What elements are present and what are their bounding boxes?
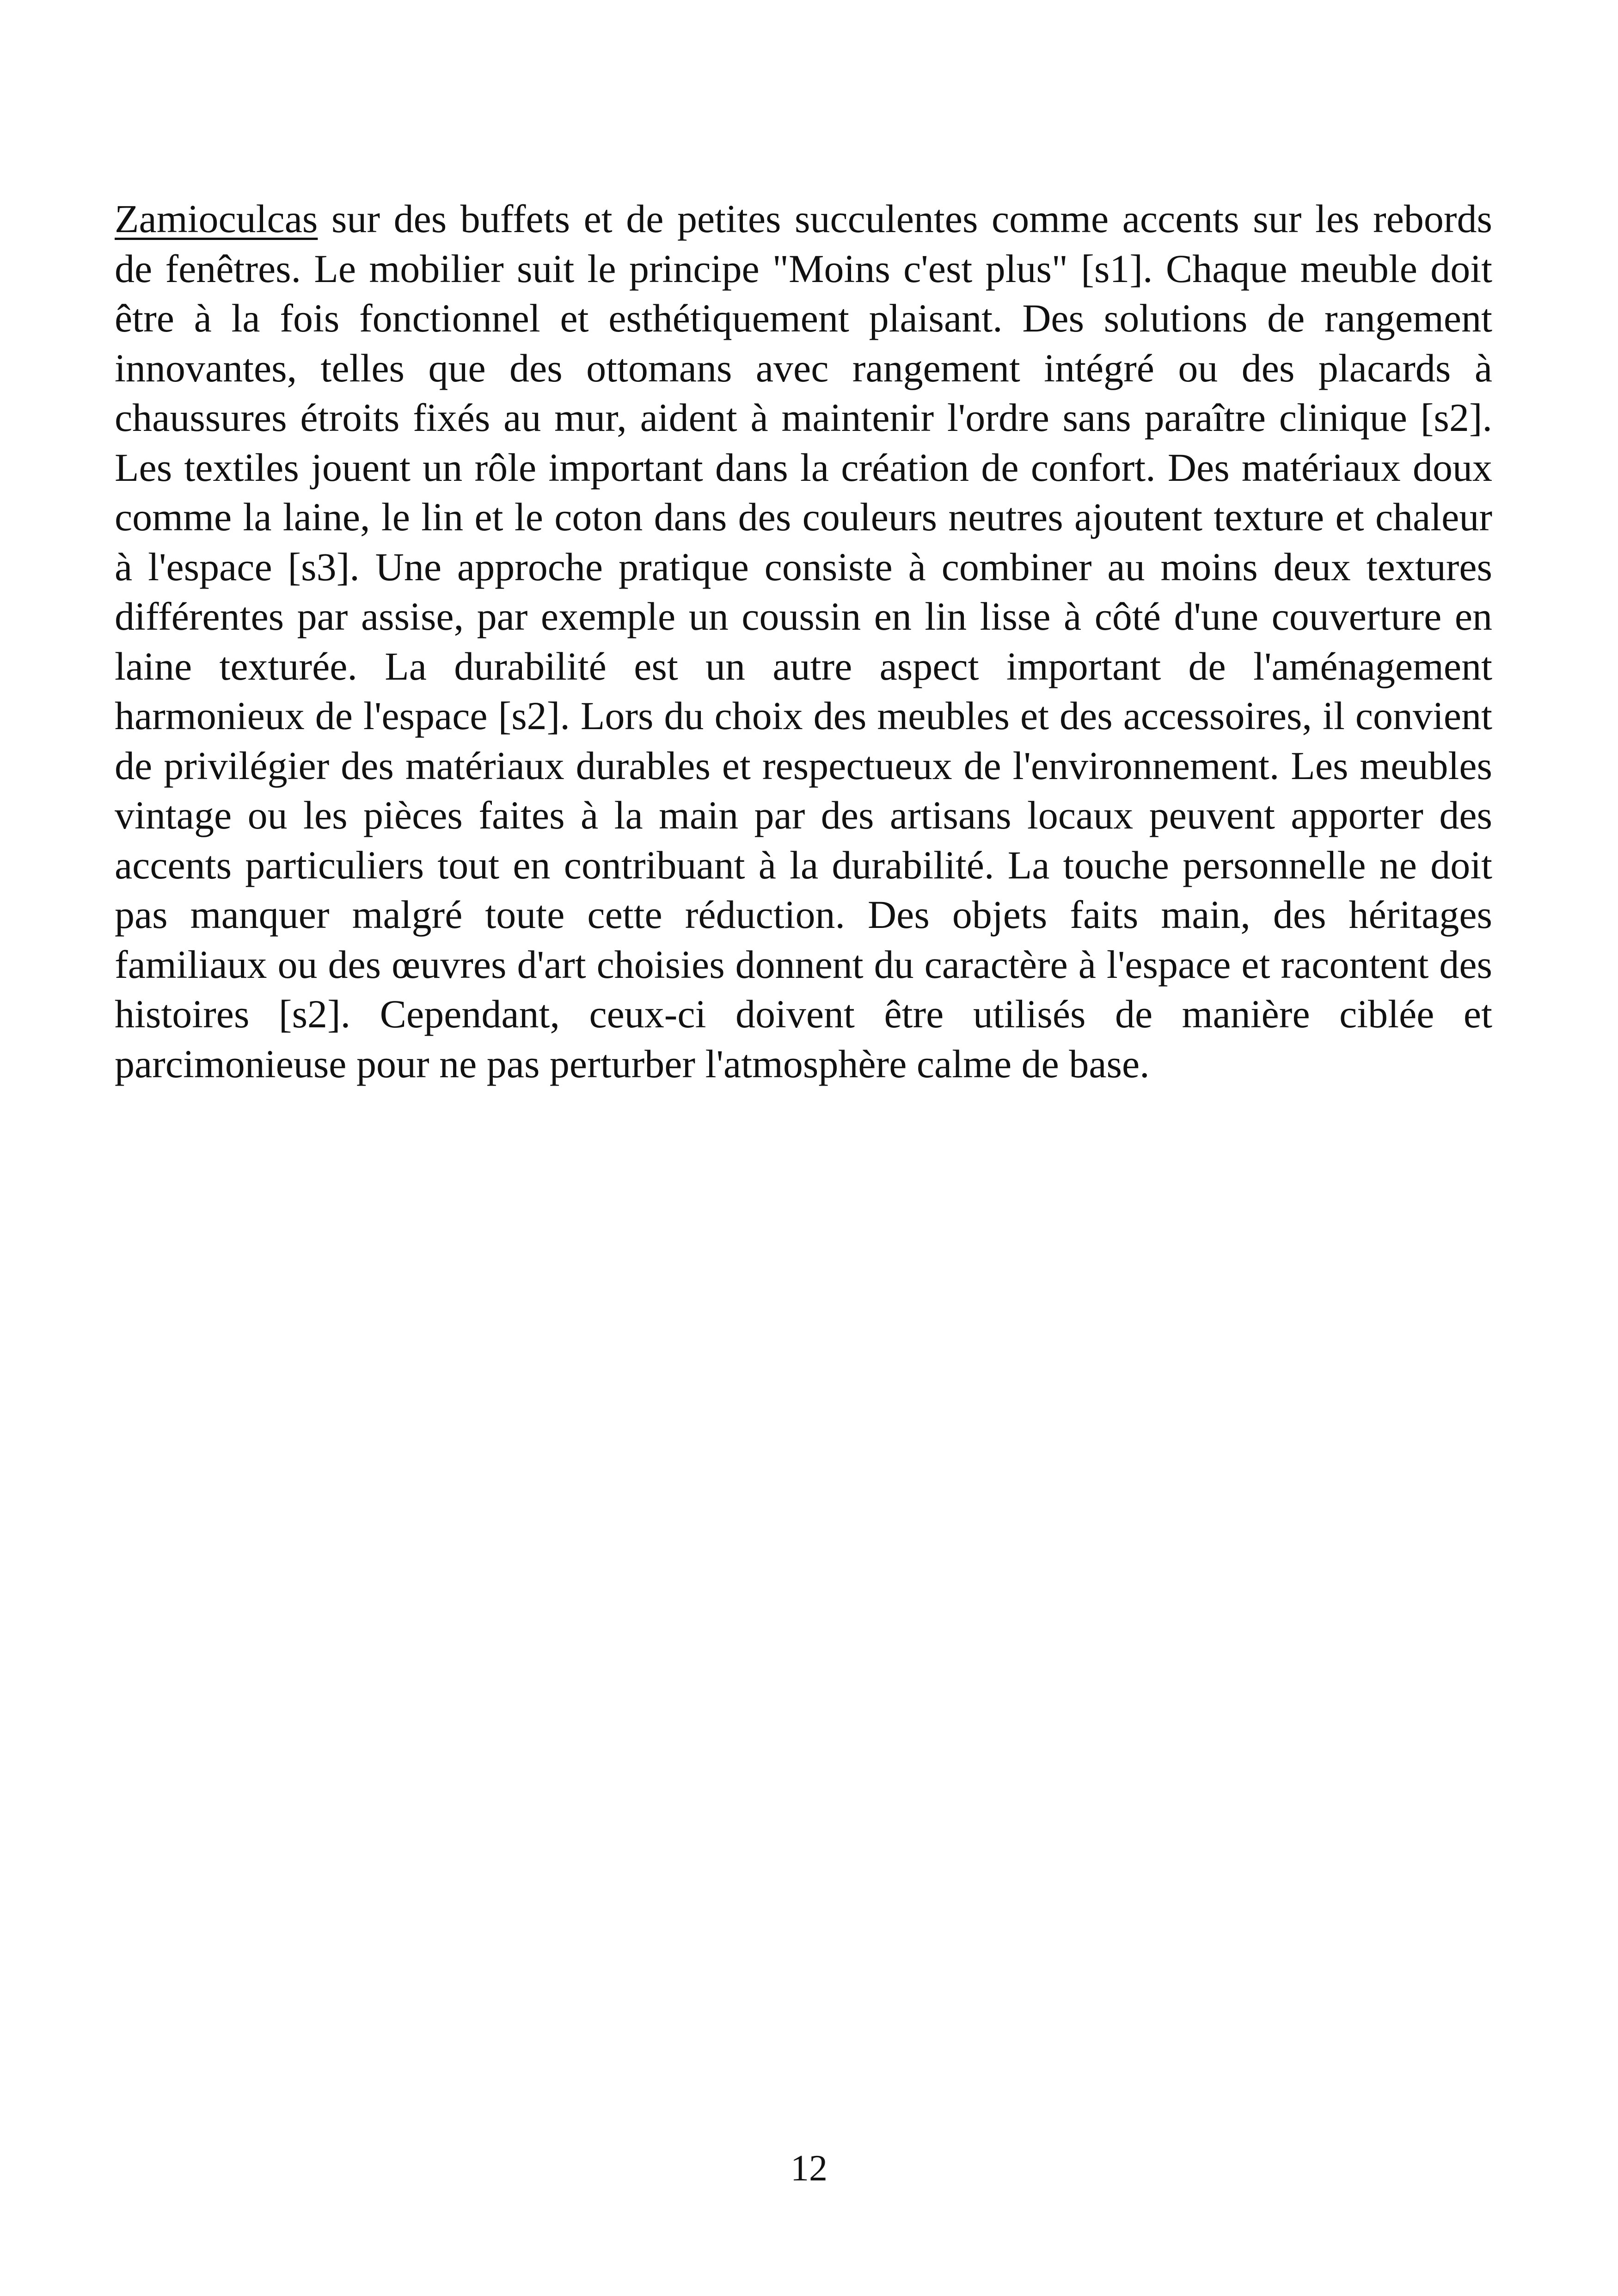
underlined-term: Zamioculcas: [115, 196, 318, 241]
paragraph-text: sur des buffets et de petites succulentes comme accents sur les rebords de fenêtres. Le mobilier suit le principe "Moins c'est plus" [s1]. Chaque meuble doit être à la fois fonctionnel et esthétiquement plaisant. Des solutions de rangement innovantes, telles que des ottomans avec rangement intégré ou des placards à chaussures étroits fixés au mur, aident à maintenir l'ordre sans paraître clinique [s2]. Les textiles jouent un rôle important dans la création de confort. Des matériaux doux comme la laine, le lin et le coton dans des couleurs neutres ajoutent texture et chaleur à l'espace [s3]. Une approche pratique consiste à combiner au moins deux textures différentes par assise, par exemple un coussin en lin lisse à côté d'une couverture en laine texturée. La durabilité est un autre aspect important de l'aménagement harmonieux de l'espace [s2]. Lors du choix des meubles et des accessoires, il convient de privilégier des matériaux durables et respectueux de l'environnement. Les meubles vintage ou les pièces faites à la main par des artisans locaux peuvent apporter des accents particuliers tout en contribuant à la durabilité. La touche personnelle ne doit pas manquer malgré toute cette réduction. Des objets faits main, des héritages familiaux ou des œuvres d'art choisies donnent du caractère à l'espace et racontent des histoires [s2]. Cependant, ceux-ci doivent être utilisés de manière ciblée et parcimonieuse pour ne pas perturber l'atmosphère calme de base.: [115, 196, 1492, 1086]
body-paragraph: [115, 194, 1492, 1089]
page-number: 12: [791, 2148, 827, 2189]
